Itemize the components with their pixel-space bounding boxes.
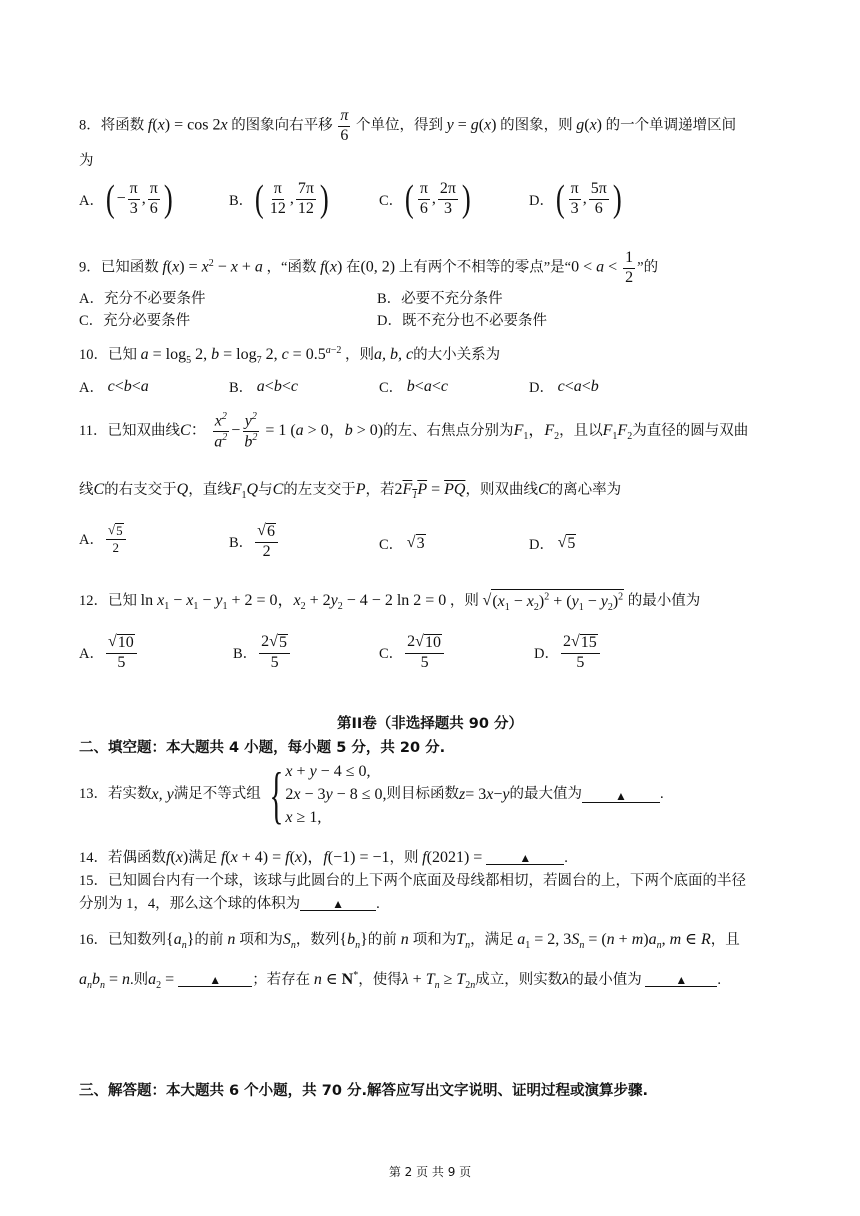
question-10-options bbox=[79, 376, 799, 398]
answer-blank-15[interactable]: ▲ bbox=[300, 894, 376, 911]
answer-blank-16b[interactable]: ▲ bbox=[645, 970, 717, 987]
question-12: 12．已知 $\ln x_1 - x_1 - y_1 + 2 = 0$，$x_2 + 2y_2 - 4 - 2$ ln 2 = 0 ，则 √ $(x_1 - x_2)^2 + (y_1 - y_2)^2$ 的最小值为 bbox=[79, 589, 800, 616]
option-10a: A． c < b < a bbox=[79, 377, 149, 396]
option-11a: A． √ 5 2 bbox=[79, 523, 128, 554]
option-8c: C． ( $\frac{\pi}{6}$ , $\frac{2\pi}{3}$ ) bbox=[379, 178, 471, 220]
question-11-cont: 线C的右支交于Q，直线$F_1Q$与C的左支交于P，若$2F_1P = \overline{PQ}$，则双曲线C的离心率为 bbox=[79, 481, 622, 502]
question-8: 8．将函数 f(x) = cos 2x 的图象向右平移 $\frac{\pi}{6}$ 个单位，得到 y = g(x) 的图象，则 g(x) 的一个单调递增区间 bbox=[79, 107, 737, 144]
option-12d: D． 2√ 15 5 bbox=[534, 634, 602, 672]
question-9-options bbox=[79, 287, 799, 331]
question-16-cont: $a_nb_n = n$.则$a_2$ = ▲ ；若存在 n ∈ N*，使得$\lambda + T_n \ge T_{2n}$成立，则实数λ的最小值为 ▲ . bbox=[79, 970, 721, 991]
question-14: 14．若偶函数f(x)满足 f(x + 4) = f(x)，f(−1) = −1，则 f(2021) = ▲ . bbox=[79, 849, 568, 866]
option-9d: D．既不充分也不必要条件 bbox=[377, 313, 547, 329]
option-10d: D． c < a < b bbox=[529, 377, 599, 396]
volume-title: 第II卷（非选择题共 90 分） bbox=[336, 716, 524, 732]
question-15-cont: 分别为 1，4，那么这个球的体积为 ▲ . bbox=[79, 896, 380, 912]
option-9b: B．必要不充分条件 bbox=[377, 291, 503, 307]
option-10b: B． a < b < c bbox=[229, 377, 298, 396]
option-9a: A．充分不必要条件 bbox=[79, 291, 206, 307]
question-11-options bbox=[79, 523, 799, 571]
option-11d: D． √ 5 bbox=[529, 534, 576, 553]
answer-blank-16a[interactable]: ▲ bbox=[178, 970, 252, 987]
section-2-heading: 二、填空题：本大题共 4 小题，每小题 5 分，共 20 分. bbox=[79, 740, 446, 756]
question-9: 9．已知函数 $f(x) = x^2 - x + a$ ，“函数 f(x) 在(0, 2) 上有两个不相等的零点”是“0 < a < $\frac{1}{2}$ ”的 bbox=[79, 249, 659, 286]
question-11: 11．已知双曲线C： $\frac{x^2}{a^2}$ − $\frac{y^2}{b^2}$ = 1 (a > 0，b > 0)的左、右焦点分别为$F_1$，$F_2$，且以$F_1F_2$为直径的圆与双曲 bbox=[79, 411, 749, 451]
option-8b: B． ( $\frac{\pi}{12}$ , $\frac{7\pi}{12}$ ) bbox=[229, 178, 329, 220]
option-9c: C．充分必要条件 bbox=[79, 313, 191, 329]
option-8a: A． ( − $\frac{\pi}{3}$ , $\frac{\pi}{6}$ ) bbox=[79, 178, 173, 220]
question-12-options bbox=[79, 634, 799, 682]
option-12b: B． 2√ 5 5 bbox=[233, 634, 292, 672]
option-11c: C． √ 3 bbox=[379, 534, 425, 553]
question-15: 15．已知圆台内有一个球，该球与此圆台的上下两个底面及母线都相切，若圆台的上，下两个底面的半径 bbox=[79, 873, 746, 889]
question-16: 16．已知数列$\{a_n\}$的前 n 项和为$S_n$，数列$\{b_n\}$的前 n 项和为$T_n$，满足 $a_1 = 2$, $3S_n = (n + m)a_n$, m ∈ R，且 bbox=[79, 931, 740, 951]
option-12c: C． 2√ 10 5 bbox=[379, 634, 446, 672]
question-13: 13． 若实数 x, y 满足不等式组 { x + y − 4 ≤ 0, 2x − 3y − 8 ≤ 0, x ≥ 1, 则目标函数 z = 3 x − y 的最大值为 ▲ . bbox=[79, 758, 664, 830]
section-3-heading: 三、解答题：本大题共 6 个小题，共 70 分.解答应写出文字说明、证明过程或演算步骤. bbox=[79, 1083, 648, 1099]
question-8-options bbox=[79, 180, 799, 230]
page-footer: 第 2 页 共 9 页 bbox=[388, 1165, 472, 1179]
option-10c: C． b < a < c bbox=[379, 377, 448, 396]
question-8-cont: 为 bbox=[79, 153, 94, 169]
question-10: 10．已知 $a = \log_5 2$, $b = \log_7 2$, $c = 0.5^{a-2}$ ，则a, b, c的大小关系为 bbox=[79, 345, 501, 366]
answer-blank-14[interactable]: ▲ bbox=[486, 848, 564, 865]
option-8d: D． ( $\frac{\pi}{3}$ , $\frac{5\pi}{6}$ ) bbox=[529, 178, 622, 220]
option-12a: A． √ 10 5 bbox=[79, 634, 139, 672]
answer-blank-13[interactable]: ▲ bbox=[582, 786, 660, 803]
option-11b: B． √ 6 2 bbox=[229, 523, 280, 561]
